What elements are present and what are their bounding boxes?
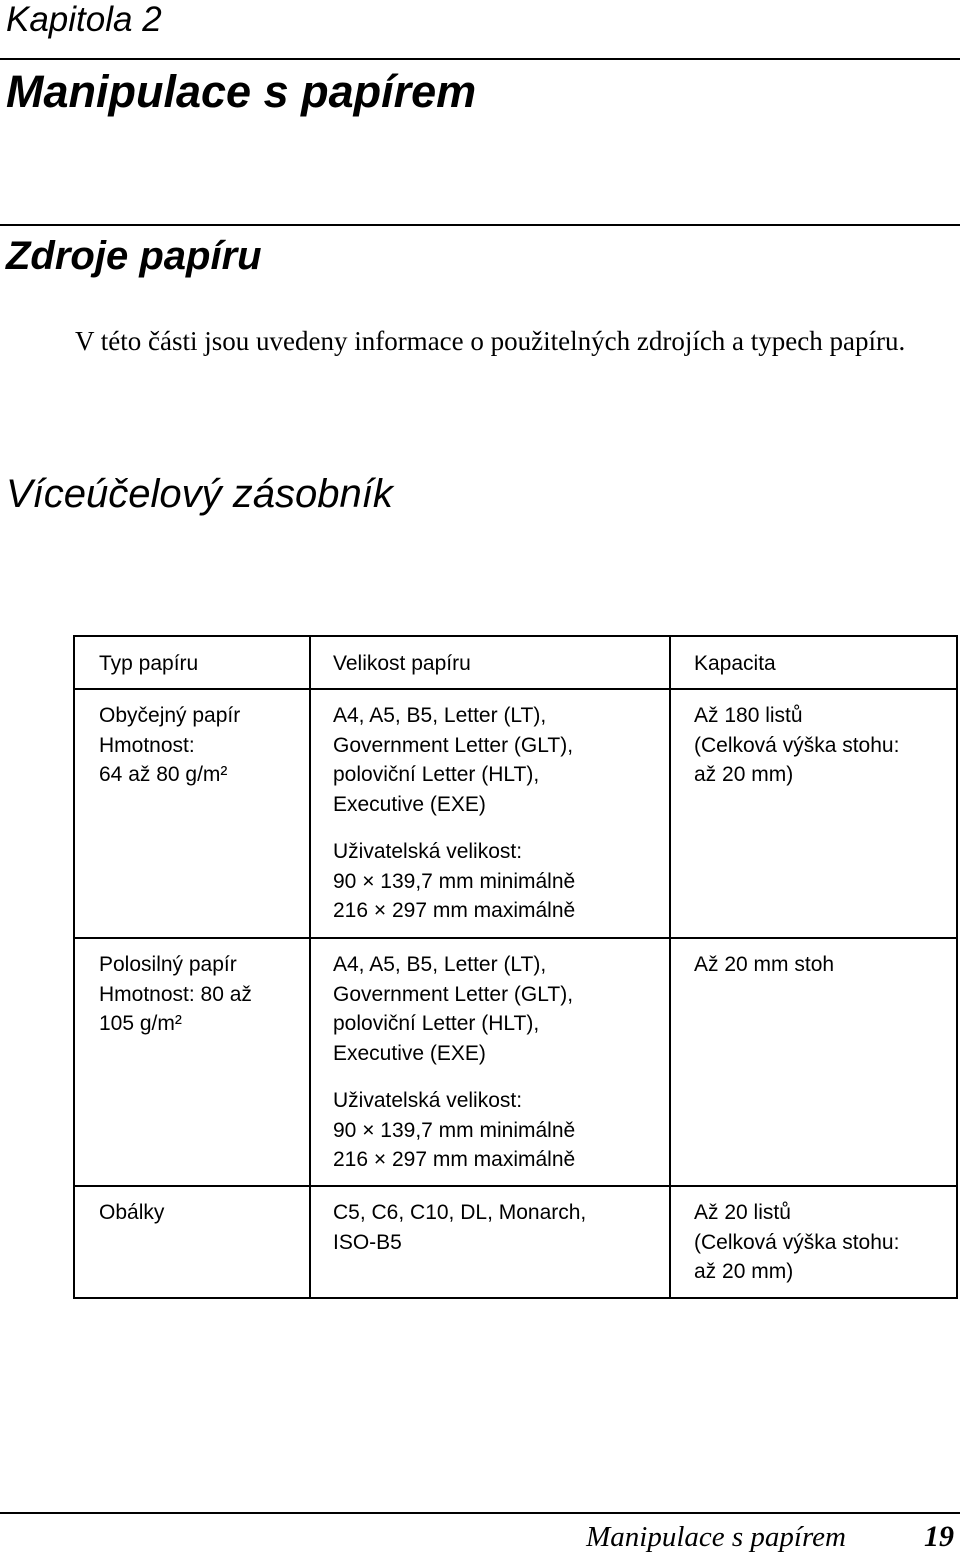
subsection-title: Víceúčelový zásobník — [6, 472, 393, 516]
section-title: Zdroje papíru — [6, 234, 262, 278]
header-paper-type: Typ papíru — [99, 652, 199, 675]
section-divider — [0, 224, 960, 226]
row2-custom-size: Uživatelská velikost: 90 × 139,7 mm minimálně 216 × 297 mm maximálně — [333, 1089, 576, 1171]
row1-custom-size: Uživatelská velikost: 90 × 139,7 mm minimálně 216 × 297 mm maximálně — [333, 840, 576, 922]
column-divider — [309, 637, 311, 1297]
row3-standard-sizes: C5, C6, C10, DL, Monarch, ISO-B5 — [333, 1201, 587, 1254]
paper-source-table — [73, 635, 958, 1299]
row3-paper-type: Obálky — [99, 1201, 165, 1224]
row2-standard-sizes: A4, A5, B5, Letter (LT), Government Letter (GLT), poloviční Letter (HLT), Executive (EXE) — [333, 953, 574, 1065]
footer-chapter-title: Manipulace s papírem — [586, 1521, 846, 1553]
row1-standard-sizes: A4, A5, B5, Letter (LT), Government Letter (GLT), poloviční Letter (HLT), Executive (EXE) — [333, 704, 574, 816]
page-number: 19 — [924, 1520, 954, 1553]
footer-divider — [0, 1512, 960, 1514]
row2-capacity: Až 20 mm stoh — [694, 953, 835, 976]
chapter-label: Kapitola 2 — [6, 0, 162, 39]
row1-paper-type: Obyčejný papír Hmotnost: 64 až 80 g/m² — [99, 704, 241, 786]
chapter-title: Manipulace s papírem — [6, 66, 477, 117]
row-divider — [75, 1185, 956, 1187]
header-capacity: Kapacita — [694, 652, 776, 675]
row1-capacity: Až 180 listů (Celková výška stohu: až 20 mm) — [694, 704, 900, 786]
chapter-divider — [0, 58, 960, 60]
row-divider — [75, 937, 956, 939]
header-divider — [75, 688, 956, 690]
intro-paragraph: V této části jsou uvedeny informace o použitelných zdrojích a typech papíru. — [75, 326, 906, 356]
row2-paper-type: Polosilný papír Hmotnost: 80 až 105 g/m² — [99, 953, 252, 1035]
header-paper-size: Velikost papíru — [333, 652, 471, 675]
row3-capacity: Až 20 listů (Celková výška stohu: až 20 mm) — [694, 1201, 900, 1283]
column-divider — [669, 637, 671, 1297]
